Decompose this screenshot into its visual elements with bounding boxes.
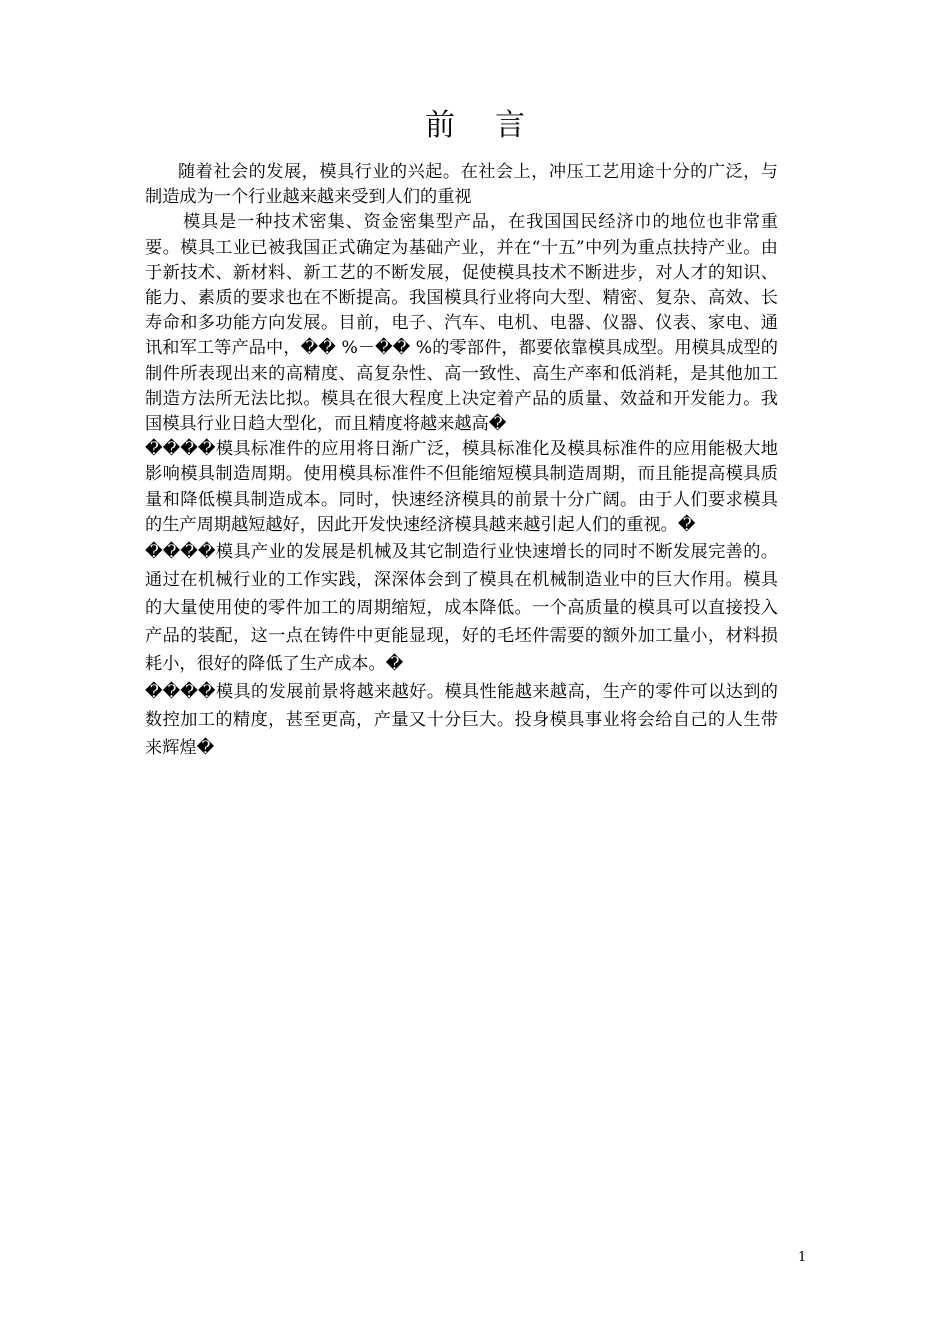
paragraph-4: ����模具产业的发展是机械及其它制造行业快速增长的同时不断发展完善的。通过在机械行业的工作实践，深深体会到了模具在机械制造业中的巨大作用。模具的大量使用使的零件加工的周期缩短，成本降低。一个高质量的模具可以直接投入产品的装配，这一点在铸件中更能显现，好的毛坯件需要的额外加工量小，材料损耗小，很好的降低了生产成本。�	[145, 542, 778, 675]
paragraph-3: ����模具标准件的应用将日渐广泛，模具标准化及模具标准件的应用能极大地影响模具制造周期。使用模具标准件不但能缩短模具制造周期，而且能提高模具质量和降低模具制造成本。同时，快速经济模具的前景十分广阔。由于人们要求模具的生产周期越短越好，因此开发快速经济模具越来越引起人们的重视。�	[145, 439, 778, 535]
body-text	[145, 160, 778, 762]
paragraph-1: 随着社会的发展，模具行业的兴起。在社会上，冲压工艺用途十分的广泛，与制造成为一个行业越来越来受到人们的重视	[145, 162, 778, 208]
paragraph-2: 模具是一种技术密集、资金密集型产品，在我国国民经济巾的地位也非常重要。模具工业已被我国正式确定为基础产业，并在“十五”中列为重点扶持产业。由于新技术、新材料、新工艺的不断发展，促使模具技术不断进步，对人才的知识、能力、素质的要求也在不断提高。我国模具行业将向大型、精密、复杂、高效、长寿命和多功能方向发展。目前，电子、汽车、电机、电器、仪器、仪表、家电、通讯和军工等产品中，�� %－�� %的零部件，都要依靠模具成型。用模具成型的制件所表现出来的高精度、高复杂性、高一致性、高生产率和低消耗，是其他加工制造方法所无法比拟。模具在很大程度上决定着产品的质量、效益和开发能力。我国模具行业日趋大型化，而且精度将越来越高�	[145, 212, 778, 435]
page-title: 前言	[425, 108, 565, 143]
page-number: 1	[798, 1250, 807, 1265]
paragraph-5: ����模具的发展前景将越来越好。模具性能越来越高，生产的零件可以达到的数控加工的精度，甚至更高，产量又十分巨大。投身模具事业将会给自己的人生带来辉煌�	[145, 682, 778, 759]
